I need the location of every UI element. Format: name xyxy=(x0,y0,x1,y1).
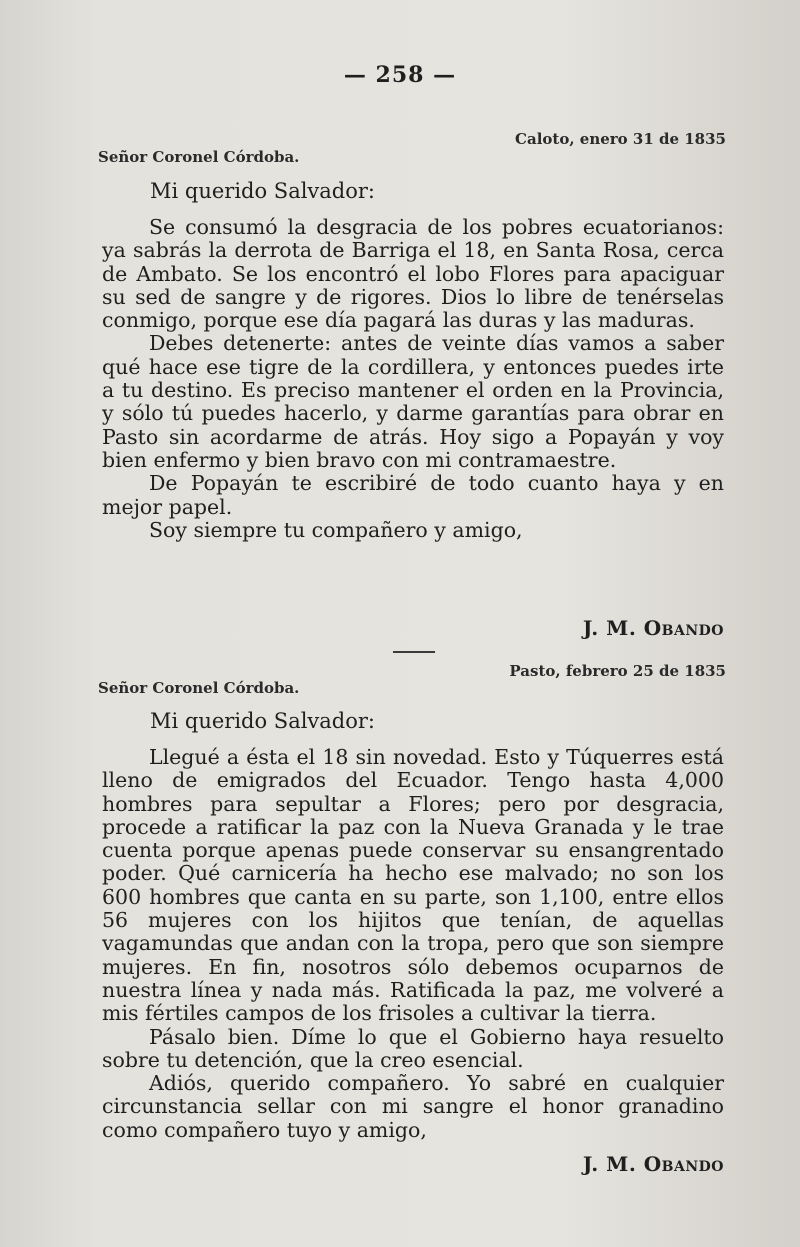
letter-2-paragraph: Adiós, querido compañero. Yo sabré en cualquier circunstancia sellar con mi sangre el honor granadino como compañero tuyo y amigo, xyxy=(102,1071,724,1142)
letter-divider xyxy=(393,651,435,653)
letter-1-paragraph: Se consumó la desgracia de los pobres ecuatorianos: ya sabrás la derrota de Barriga el 18, en Santa Rosa, cerca de Ambato. Se los encontró el lobo Flores para apaciguar su sed de sangre y de rigores. Dios lo libre de tenérselas conmigo, porque ese día pagará las duras y las maduras. xyxy=(102,215,724,333)
letter-2-addressee: Señor Coronel Córdoba. xyxy=(98,679,300,697)
letter-1-salutation: Mi querido Salvador: xyxy=(150,179,376,203)
letter-1-paragraph: Debes detenerte: antes de veinte días vamos a saber qué hace ese tigre de la cordillera, y entonces puedes irte a tu destino. Es preciso mantener el orden en la Provincia, y sólo tú puedes hacerlo, y darme garantías para obrar en Pasto sin acordarme de atrás. Hoy sigo a Popayán y voy bien enfermo y bien bravo con mi contramaestre. xyxy=(102,331,724,472)
letter-1-place-date: Caloto, enero 31 de 1835 xyxy=(515,130,726,148)
letter-2-salutation: Mi querido Salvador: xyxy=(150,709,376,733)
letter-1-addressee: Señor Coronel Córdoba. xyxy=(98,148,300,166)
signature-initials: J. M. xyxy=(582,616,637,640)
signature-surname: Obando xyxy=(643,1152,724,1176)
letter-1-body xyxy=(102,216,724,542)
letter-2-place-date: Pasto, febrero 25 de 1835 xyxy=(509,662,726,680)
signature-initials: J. M. xyxy=(582,1152,637,1176)
letter-2-paragraph: Llegué a ésta el 18 sin novedad. Esto y Túquerres está lleno de emigrados del Ecuador. Tengo hasta 4,000 hombres para sepultar a Flores; pero por desgracia, procede a ratificar la paz con la Nueva Granada y le trae cuenta porque apenas puede conservar su ensangrentado poder. Qué carnicería ha hecho ese malvado; no son los 600 hombres que canta en su parte, son 1,100, entre ellos 56 mujeres con los hijitos que tenían, de aquellas vagamundas que andan con la tropa, pero que son siempre mujeres. En fin, nosotros sólo debemos ocuparnos de nuestra línea y nada más. Ratificada la paz, me volveré a mis fértiles campos de los frisoles a cultivar la tierra. xyxy=(102,745,724,1026)
letter-1-signature xyxy=(583,616,724,640)
letter-1-paragraph: Soy siempre tu compañero y amigo, xyxy=(149,517,523,542)
letter-2-body xyxy=(102,746,724,1142)
signature-surname: Obando xyxy=(643,616,724,640)
letter-2-paragraph: Pásalo bien. Díme lo que el Gobierno haya resuelto sobre tu detención, que la creo esencial. xyxy=(102,1024,724,1072)
page-number: — 258 — xyxy=(343,62,457,88)
letter-1-paragraph: De Popayán te escribiré de todo cuanto haya y en mejor papel. xyxy=(102,471,724,519)
letter-2-signature xyxy=(583,1152,724,1176)
